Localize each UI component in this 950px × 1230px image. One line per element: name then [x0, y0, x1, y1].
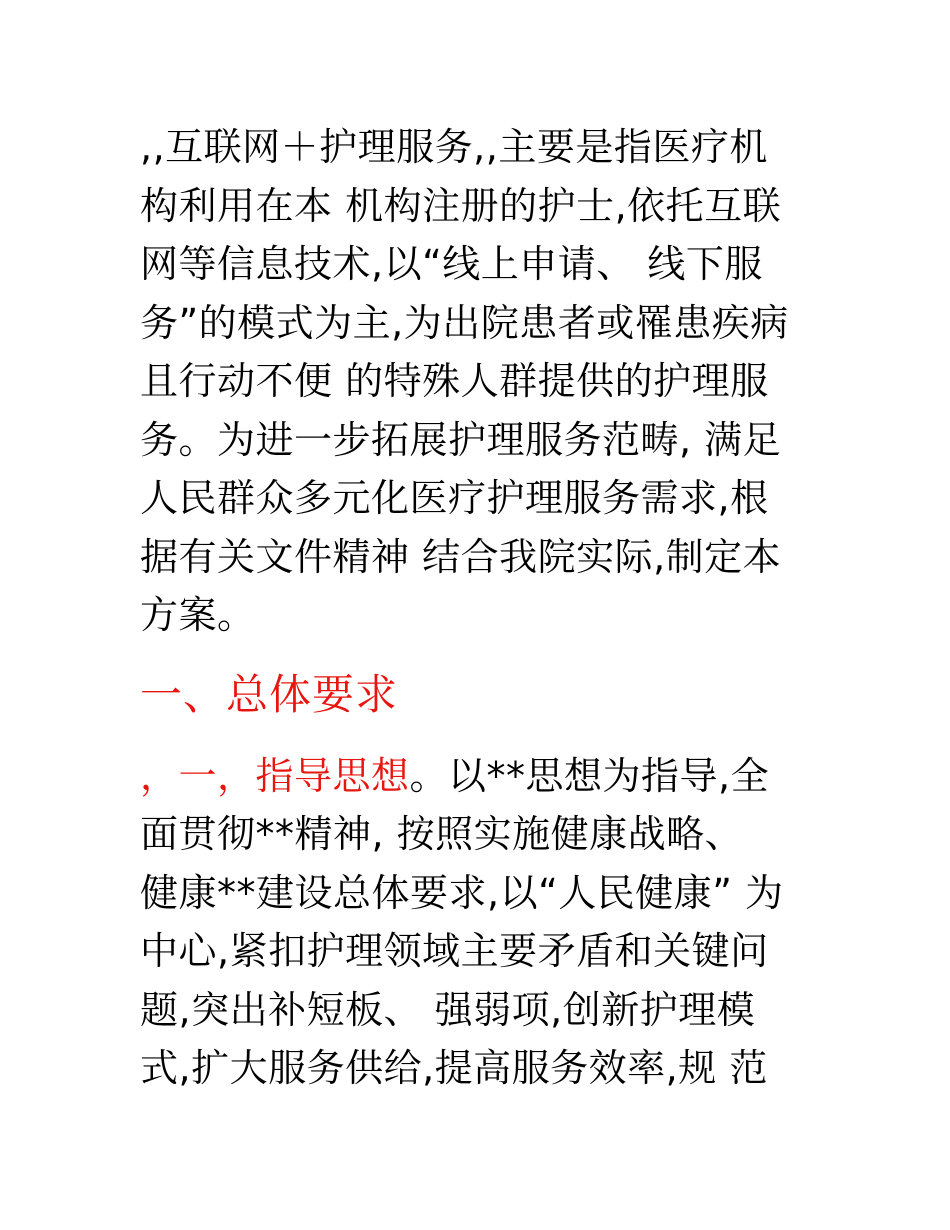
- text-line: 式,扩大服务供给,提高服务效率,规 范: [140, 1046, 768, 1090]
- text-line: [140, 747, 820, 806]
- intro-paragraph: [140, 118, 820, 645]
- text-run: 。以**思想为指导,全: [409, 753, 770, 798]
- section-heading: 一、总体要求: [140, 669, 399, 719]
- text-line: ,,互联网＋护理服务,,主要是指医疗机: [140, 125, 768, 169]
- subheading-guiding-thought: ，一，指导思想: [140, 753, 410, 798]
- text-line: 且行动不便 的特殊人群提供的护理服: [140, 359, 769, 403]
- text-line: 务。为进一步拓展护理服务范畴, 满足: [140, 417, 782, 462]
- text-line: 面贯彻**精神, 按照实施健康战略、: [140, 812, 744, 856]
- text-line: 健康**建设总体要求,以“人民健康” 为: [140, 870, 784, 915]
- text-line: 网等信息技术,以“线上申请、 线下服: [140, 242, 763, 286]
- document-page: [140, 118, 820, 1098]
- text-line: 方案。: [140, 593, 256, 637]
- guiding-thought-paragraph: [140, 747, 820, 1098]
- text-line: 据有关文件精神 结合我院实际,制定本: [140, 534, 782, 579]
- text-line: 题,突出补短板、 强弱项,创新护理模: [140, 987, 756, 1032]
- text-line: 构利用在本 机构注册的护士,依托互联: [140, 183, 782, 228]
- text-line: 务”的模式为主,为出院患者或罹患疾病: [140, 300, 789, 345]
- text-line: 中心,紧扣护理领域主要矛盾和关键问: [140, 929, 769, 973]
- text-line: 人民群众多元化医疗护理服务需求,根: [140, 476, 769, 520]
